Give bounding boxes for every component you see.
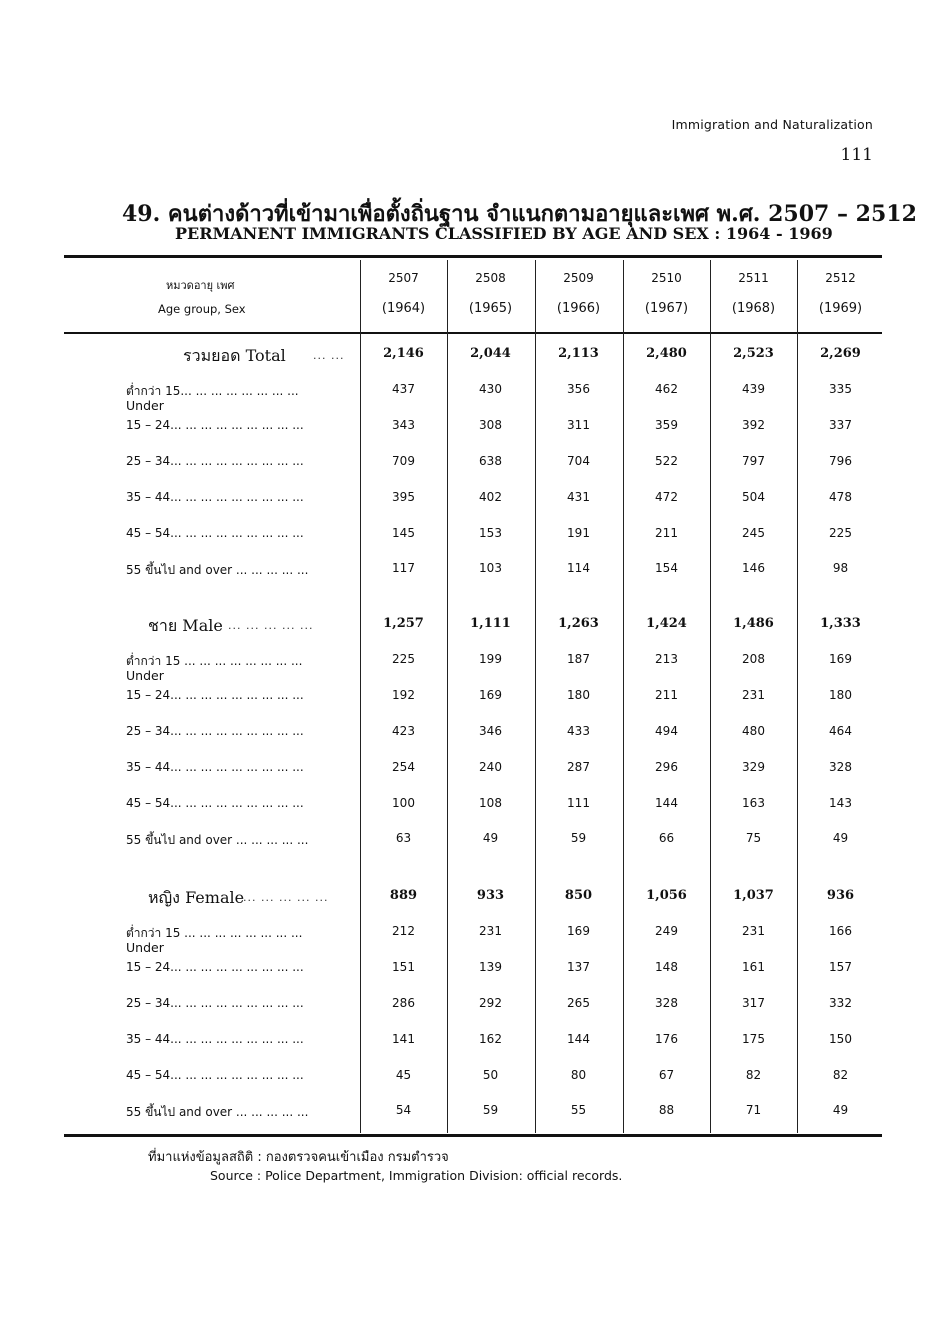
data-cell: 199 bbox=[479, 652, 502, 666]
row-label: 25 – 34... ... ... ... ... ... ... ... ... bbox=[126, 724, 304, 738]
data-cell: 522 bbox=[655, 454, 678, 468]
table-top-rule bbox=[64, 255, 882, 258]
data-cell: 231 bbox=[479, 924, 502, 938]
total-cell: 2,113 bbox=[558, 346, 599, 361]
under-label: Under bbox=[126, 398, 164, 413]
table-title-english: PERMANENT IMMIGRANTS CLASSIFIED BY AGE AND SEX : 1964 - 1969 bbox=[175, 224, 833, 243]
data-cell: 335 bbox=[829, 382, 852, 396]
data-cell: 59 bbox=[570, 831, 587, 845]
leader-dots: ... ... ... ... ... bbox=[228, 619, 314, 632]
data-cell: 49 bbox=[832, 1103, 849, 1117]
data-cell: 157 bbox=[829, 960, 852, 974]
data-cell: 49 bbox=[832, 831, 849, 845]
data-cell: 80 bbox=[570, 1068, 587, 1082]
total-cell: 1,257 bbox=[383, 616, 424, 631]
row-label: ต่ำกว่า 15... ... ... ... ... ... ... ... bbox=[126, 384, 299, 398]
total-cell: 1,056 bbox=[646, 888, 687, 903]
source-note-english: Source : Police Department, Immigration Division: official records. bbox=[210, 1168, 623, 1183]
data-cell: 137 bbox=[567, 960, 590, 974]
total-cell: 2,146 bbox=[383, 346, 424, 361]
data-cell: 192 bbox=[392, 688, 415, 702]
data-cell: 111 bbox=[567, 796, 590, 810]
group-label: ชาย Male bbox=[148, 616, 223, 635]
data-cell: 392 bbox=[742, 418, 765, 432]
row-label: 25 – 34... ... ... ... ... ... ... ... ... bbox=[126, 454, 304, 468]
data-cell: 45 bbox=[395, 1068, 412, 1082]
data-cell: 437 bbox=[392, 382, 415, 396]
data-cell: 211 bbox=[655, 688, 678, 702]
table-bottom-rule bbox=[64, 1134, 882, 1137]
row-label: 45 – 54... ... ... ... ... ... ... ... ... bbox=[126, 526, 304, 540]
total-cell: 1,486 bbox=[733, 616, 774, 631]
data-cell: 180 bbox=[567, 688, 590, 702]
data-cell: 169 bbox=[479, 688, 502, 702]
data-cell: 254 bbox=[392, 760, 415, 774]
row-label: 35 – 44... ... ... ... ... ... ... ... ... bbox=[126, 760, 304, 774]
total-cell: 936 bbox=[826, 888, 855, 903]
data-cell: 150 bbox=[829, 1032, 852, 1046]
data-cell: 332 bbox=[829, 996, 852, 1010]
data-cell: 148 bbox=[655, 960, 678, 974]
data-cell: 187 bbox=[567, 652, 590, 666]
data-cell: 329 bbox=[742, 760, 765, 774]
data-cell: 144 bbox=[655, 796, 678, 810]
total-cell: 2,523 bbox=[733, 346, 774, 361]
data-cell: 88 bbox=[658, 1103, 675, 1117]
total-cell: 2,269 bbox=[820, 346, 861, 361]
data-cell: 145 bbox=[392, 526, 415, 540]
table-header-rule bbox=[64, 332, 882, 334]
data-cell: 704 bbox=[567, 454, 590, 468]
data-cell: 249 bbox=[655, 924, 678, 938]
data-cell: 71 bbox=[745, 1103, 762, 1117]
data-cell: 240 bbox=[479, 760, 502, 774]
data-cell: 66 bbox=[658, 831, 675, 845]
data-cell: 504 bbox=[742, 490, 765, 504]
row-label: 55 ขึ้นไป and over ... ... ... ... ... bbox=[126, 563, 309, 577]
total-cell: 1,333 bbox=[820, 616, 861, 631]
data-cell: 480 bbox=[742, 724, 765, 738]
data-cell: 75 bbox=[745, 831, 762, 845]
data-cell: 494 bbox=[655, 724, 678, 738]
data-cell: 163 bbox=[742, 796, 765, 810]
data-cell: 797 bbox=[742, 454, 765, 468]
data-cell: 472 bbox=[655, 490, 678, 504]
data-cell: 462 bbox=[655, 382, 678, 396]
data-cell: 82 bbox=[832, 1068, 849, 1082]
under-label: Under bbox=[126, 940, 164, 955]
source-note-thai: ที่มาแห่งข้อมูลสถิติ : กองตรวจคนเข้าเมือง กรมตำรวจ bbox=[148, 1150, 449, 1165]
data-cell: 143 bbox=[829, 796, 852, 810]
data-cell: 225 bbox=[392, 652, 415, 666]
column-header-year-be: 2512 bbox=[825, 271, 856, 285]
row-label: 15 – 24... ... ... ... ... ... ... ... ... bbox=[126, 960, 304, 974]
data-cell: 82 bbox=[745, 1068, 762, 1082]
data-cell: 100 bbox=[392, 796, 415, 810]
row-label: 55 ขึ้นไป and over ... ... ... ... ... bbox=[126, 1105, 309, 1119]
data-cell: 151 bbox=[392, 960, 415, 974]
data-cell: 245 bbox=[742, 526, 765, 540]
data-cell: 211 bbox=[655, 526, 678, 540]
page-number: 111 bbox=[840, 145, 873, 165]
column-header-year-be: 2511 bbox=[738, 271, 769, 285]
column-header-year-ce: (1969) bbox=[818, 301, 863, 316]
column-header-year-be: 2508 bbox=[475, 271, 506, 285]
data-cell: 402 bbox=[479, 490, 502, 504]
row-label: 35 – 44... ... ... ... ... ... ... ... ... bbox=[126, 490, 304, 504]
data-cell: 141 bbox=[392, 1032, 415, 1046]
data-cell: 103 bbox=[479, 561, 502, 575]
data-cell: 117 bbox=[392, 561, 415, 575]
stub-header-english: Age group, Sex bbox=[158, 302, 246, 316]
data-cell: 59 bbox=[482, 1103, 499, 1117]
data-cell: 225 bbox=[829, 526, 852, 540]
data-cell: 175 bbox=[742, 1032, 765, 1046]
row-label: 55 ขึ้นไป and over ... ... ... ... ... bbox=[126, 833, 309, 847]
data-cell: 231 bbox=[742, 924, 765, 938]
column-header-year-be: 2510 bbox=[651, 271, 682, 285]
data-cell: 478 bbox=[829, 490, 852, 504]
data-cell: 638 bbox=[479, 454, 502, 468]
total-cell: 850 bbox=[564, 888, 593, 903]
total-cell: 1,111 bbox=[470, 616, 511, 631]
data-cell: 317 bbox=[742, 996, 765, 1010]
data-cell: 343 bbox=[392, 418, 415, 432]
row-label: 25 – 34... ... ... ... ... ... ... ... ... bbox=[126, 996, 304, 1010]
data-cell: 286 bbox=[392, 996, 415, 1010]
data-cell: 395 bbox=[392, 490, 415, 504]
data-cell: 154 bbox=[655, 561, 678, 575]
column-header-year-be: 2507 bbox=[388, 271, 419, 285]
data-cell: 796 bbox=[829, 454, 852, 468]
column-header-year-ce: (1966) bbox=[556, 301, 601, 316]
column-header-year-ce: (1965) bbox=[468, 301, 513, 316]
total-cell: 933 bbox=[476, 888, 505, 903]
data-cell: 108 bbox=[479, 796, 502, 810]
total-cell: 2,044 bbox=[470, 346, 511, 361]
data-cell: 139 bbox=[479, 960, 502, 974]
row-label: 45 – 54... ... ... ... ... ... ... ... ... bbox=[126, 1068, 304, 1082]
total-cell: 889 bbox=[389, 888, 418, 903]
data-cell: 433 bbox=[567, 724, 590, 738]
running-header: Immigration and Naturalization bbox=[671, 117, 873, 132]
data-cell: 265 bbox=[567, 996, 590, 1010]
data-cell: 709 bbox=[392, 454, 415, 468]
data-cell: 161 bbox=[742, 960, 765, 974]
data-cell: 423 bbox=[392, 724, 415, 738]
row-label: 45 – 54... ... ... ... ... ... ... ... ... bbox=[126, 796, 304, 810]
column-header-year-ce: (1964) bbox=[381, 301, 426, 316]
column-header-year-be: 2509 bbox=[563, 271, 594, 285]
data-cell: 296 bbox=[655, 760, 678, 774]
data-cell: 67 bbox=[658, 1068, 675, 1082]
data-cell: 213 bbox=[655, 652, 678, 666]
group-label: รวมยอด Total bbox=[183, 346, 286, 365]
data-cell: 162 bbox=[479, 1032, 502, 1046]
data-cell: 356 bbox=[567, 382, 590, 396]
data-cell: 431 bbox=[567, 490, 590, 504]
data-cell: 146 bbox=[742, 561, 765, 575]
stub-header-thai: หมวดอายุ เพศ bbox=[166, 279, 235, 292]
table-title-thai: 49. คนต่างด้าวที่เข้ามาเพื่อตั้งถิ่นฐาน จำแนกตามอายุและเพศ พ.ศ. 2507 – 2512 bbox=[122, 201, 917, 227]
row-label: 15 – 24... ... ... ... ... ... ... ... ... bbox=[126, 418, 304, 432]
row-label: ต่ำกว่า 15 ... ... ... ... ... ... ... ... bbox=[126, 654, 303, 668]
data-cell: 346 bbox=[479, 724, 502, 738]
column-header-year-ce: (1968) bbox=[731, 301, 776, 316]
data-cell: 328 bbox=[829, 760, 852, 774]
total-cell: 2,480 bbox=[646, 346, 687, 361]
data-cell: 292 bbox=[479, 996, 502, 1010]
data-cell: 169 bbox=[829, 652, 852, 666]
data-cell: 49 bbox=[482, 831, 499, 845]
group-label: หญิง Female bbox=[148, 888, 245, 907]
data-cell: 464 bbox=[829, 724, 852, 738]
data-cell: 63 bbox=[395, 831, 412, 845]
data-cell: 176 bbox=[655, 1032, 678, 1046]
data-cell: 55 bbox=[570, 1103, 587, 1117]
data-cell: 359 bbox=[655, 418, 678, 432]
data-cell: 337 bbox=[829, 418, 852, 432]
data-cell: 153 bbox=[479, 526, 502, 540]
row-label: ต่ำกว่า 15 ... ... ... ... ... ... ... ... bbox=[126, 926, 303, 940]
leader-dots: ... ... ... ... ... bbox=[243, 891, 329, 904]
data-cell: 191 bbox=[567, 526, 590, 540]
data-cell: 231 bbox=[742, 688, 765, 702]
data-cell: 287 bbox=[567, 760, 590, 774]
data-cell: 180 bbox=[829, 688, 852, 702]
data-cell: 328 bbox=[655, 996, 678, 1010]
data-cell: 208 bbox=[742, 652, 765, 666]
data-cell: 98 bbox=[832, 561, 849, 575]
total-cell: 1,424 bbox=[646, 616, 687, 631]
data-cell: 311 bbox=[567, 418, 590, 432]
row-label: 15 – 24... ... ... ... ... ... ... ... ... bbox=[126, 688, 304, 702]
data-cell: 430 bbox=[479, 382, 502, 396]
data-cell: 166 bbox=[829, 924, 852, 938]
data-cell: 114 bbox=[567, 561, 590, 575]
data-cell: 54 bbox=[395, 1103, 412, 1117]
total-cell: 1,263 bbox=[558, 616, 599, 631]
data-cell: 169 bbox=[567, 924, 590, 938]
row-label: 35 – 44... ... ... ... ... ... ... ... ... bbox=[126, 1032, 304, 1046]
data-cell: 50 bbox=[482, 1068, 499, 1082]
data-cell: 308 bbox=[479, 418, 502, 432]
leader-dots: ... ... bbox=[313, 349, 345, 362]
data-cell: 144 bbox=[567, 1032, 590, 1046]
column-header-year-ce: (1967) bbox=[644, 301, 689, 316]
total-cell: 1,037 bbox=[733, 888, 774, 903]
under-label: Under bbox=[126, 668, 164, 683]
data-cell: 439 bbox=[742, 382, 765, 396]
data-cell: 212 bbox=[392, 924, 415, 938]
